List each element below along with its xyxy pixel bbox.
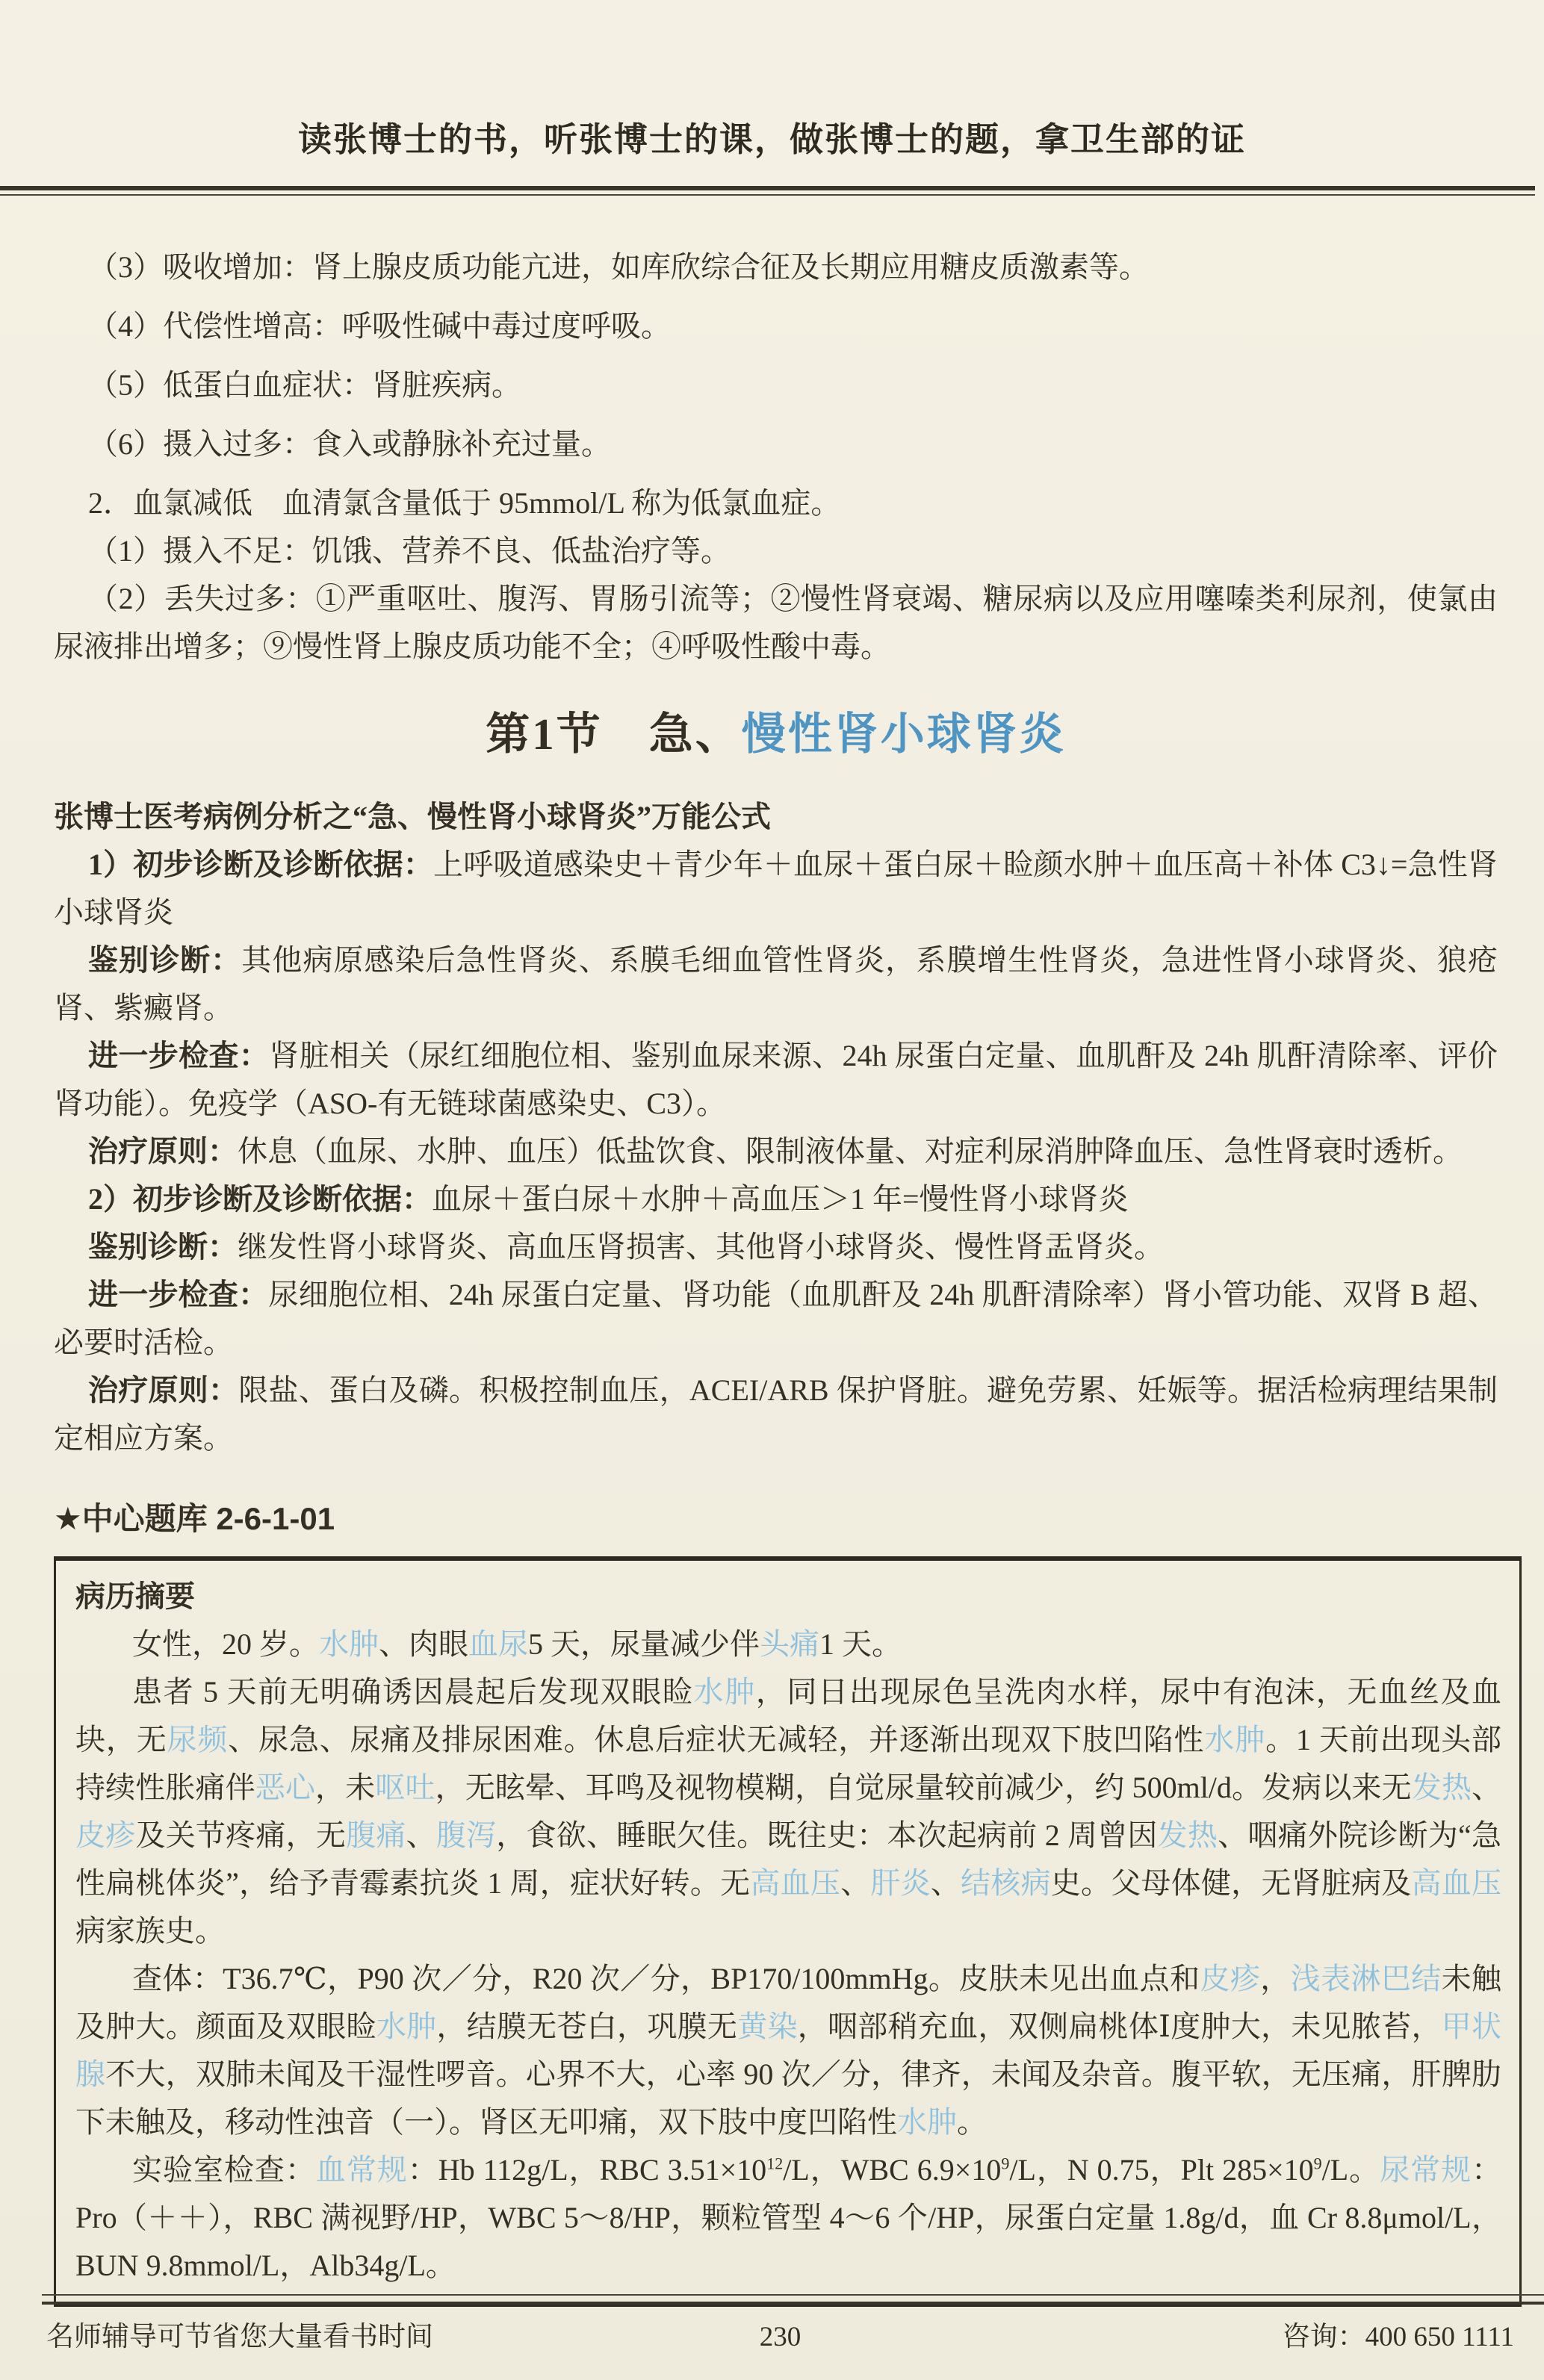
- keyword-highlight: 高血压: [750, 1866, 841, 1900]
- text-segment: 、: [1472, 1771, 1502, 1804]
- text-segment: 不大，双肺未闻及干湿性啰音。心界不大，心率 90 次／分，律齐，未闻及杂音。腹平软，无压痛，肝脾肋下未触及，移动性浊音（一）。肾区无叩痛，双下肢中度凹陷性: [75, 2057, 1502, 2139]
- paragraph: [54, 243, 1498, 291]
- case-summary-text: [75, 1573, 1501, 2290]
- text-segment: 休息（血尿、水肿、血压）低盐饮食、限制液体量、对症利尿消肿降血压、急性肾衰时透析。: [238, 1134, 1463, 1168]
- text-segment: 继发性肾小球肾炎、高血压肾损害、其他肾小球肾炎、慢性肾盂肾炎。: [238, 1230, 1164, 1264]
- text-segment: 、: [930, 1866, 961, 1900]
- keyword-highlight: 浅表淋巴结: [1290, 1962, 1442, 1995]
- text-segment: 限盐、蛋白及磷。积极控制血压，ACEI/ARB 保护肾脏。避免劳累、妊娠等。据活检病理结果制定相应方案。: [54, 1373, 1498, 1455]
- keyword-highlight: 恶心: [255, 1771, 316, 1804]
- text-segment: 。: [957, 2105, 987, 2139]
- text-segment: 尿细胞位相、24h 尿蛋白定量、肾功能（血肌酐及 24h 肌酐清除率）肾小管功能、双肾 B 超、必要时活检。: [54, 1278, 1498, 1359]
- paragraph: [54, 1175, 1498, 1223]
- text-segment: 治疗原则：: [88, 1373, 239, 1407]
- text-segment: ，: [1260, 1962, 1291, 1995]
- text-segment: 鉴别诊断：: [88, 1230, 238, 1264]
- text-segment: 实验室检查：: [132, 2153, 316, 2187]
- paragraph: [54, 1223, 1498, 1271]
- text-segment: 9: [1001, 2154, 1010, 2173]
- text-segment: 1）初步诊断及诊断依据：: [88, 848, 434, 881]
- text-segment: ：Hb 112g/L，RBC 3.51×10: [407, 2153, 767, 2187]
- text-segment: /L。: [1321, 2153, 1380, 2187]
- text-segment: 病历摘要: [75, 1580, 195, 1613]
- text-segment: 及关节疼痛，无: [135, 1818, 347, 1852]
- keyword-highlight: 水肿: [1204, 1723, 1266, 1756]
- text-segment: 上呼吸道感染史＋青少年＋血尿＋蛋白尿＋睑颜水肿＋血压高＋补体 C3↓=急性肾小球肾炎: [54, 848, 1498, 929]
- text-segment: ，无眩晕、耳鸣及视物模糊，自觉尿量较前减少，约 500ml/d。发病以来无: [435, 1771, 1412, 1804]
- text-segment: 其他病原感染后急性肾炎、系膜毛细血管性肾炎，系膜增生性肾炎，急进性肾小球肾炎、狼疮肾、紫癜肾。: [54, 943, 1498, 1025]
- text-segment: 2）初步诊断及诊断依据：: [88, 1182, 432, 1216]
- keyword-highlight: 水肿: [376, 2010, 437, 2043]
- page-footer: [46, 2314, 1514, 2354]
- paragraph: [54, 1128, 1498, 1175]
- text-segment: （3）吸收增加：肾上腺皮质功能亢进，如库欣综合征及长期应用糖皮质激素等。: [88, 250, 1149, 284]
- text-segment: /L，N 0.75，Plt 285×10: [1009, 2153, 1314, 2187]
- page-content: [0, 196, 1544, 2307]
- keyword-highlight: 水肿: [897, 2105, 957, 2139]
- keyword-highlight: 皮疹: [75, 1818, 136, 1852]
- case-summary-title: [75, 1573, 1501, 1621]
- text-segment: 、咽痛外院诊断为“急性扁桃体炎”，给予青霉素抗炎 1 周，症状好转。无: [75, 1818, 1502, 1900]
- footer-contact: 咨询：400 650 1111: [1282, 2322, 1514, 2352]
- keyword-highlight: 尿频: [167, 1723, 229, 1756]
- text-segment: 、: [406, 1818, 436, 1852]
- paragraph: [54, 1367, 1498, 1462]
- paragraph: [54, 575, 1498, 671]
- text-segment: 进一步检查：: [88, 1039, 270, 1072]
- text-segment: 9: [1313, 2154, 1322, 2173]
- footer-divider: [42, 2294, 1544, 2305]
- text-segment: （6）摄入过多：食入或静脉补充过量。: [88, 427, 611, 461]
- text-segment: ，咽部稍充血，双侧扁桃体Ⅰ度肿大，未见脓苔，: [797, 2010, 1442, 2043]
- paragraph: [54, 479, 1498, 527]
- text-segment: ：Pro（＋＋），RBC 满视野/HP，WBC 5～8/HP，颗粒管型 4～6 个/HP，尿蛋白定量 1.8g/d，血 Cr 8.8μmol/L，BUN 9.8mmol/L，Alb34g/L。: [75, 2153, 1502, 2282]
- paragraph: [54, 1271, 1498, 1367]
- text-segment: ，未: [315, 1771, 376, 1804]
- paragraph: [75, 2146, 1501, 2290]
- text-segment: 第1节 急、: [486, 709, 742, 759]
- text-segment: （4）代偿性增高：呼吸性碱中毒过度呼吸。: [88, 309, 671, 343]
- keyword-highlight: 甲状腺: [75, 2010, 1502, 2091]
- keyword-highlight: 皮疹: [1200, 1962, 1261, 1995]
- footer-slogan: 名师辅导可节省您大量看书时间: [46, 2322, 433, 2352]
- text-segment: 。1 天前出现头部持续性胀痛伴: [75, 1723, 1502, 1804]
- paragraph: [75, 1621, 1501, 1668]
- keyword-highlight: 黄染: [737, 2010, 798, 2043]
- text-segment: 、: [840, 1866, 871, 1900]
- keyword-highlight: 高血压: [1411, 1866, 1501, 1900]
- paragraph: [54, 302, 1498, 350]
- keyword-highlight: 发热: [1157, 1818, 1218, 1852]
- formula-heading: [54, 793, 1498, 841]
- keyword-highlight: 水肿: [693, 1675, 756, 1709]
- text-segment: ，食欲、睡眠欠佳。既往史：本次起病前 2 周曾因: [496, 1818, 1158, 1852]
- keyword-highlight: 腹泻: [435, 1818, 497, 1852]
- text-segment: 女性，20 岁。: [132, 1627, 319, 1661]
- text-segment: 未触及肿大。颜面及双眼睑: [75, 1962, 1502, 2043]
- keyword-highlight: 血尿: [468, 1627, 528, 1661]
- paragraph: [75, 1668, 1501, 1955]
- text-segment: （1）摄入不足：饥饿、营养不良、低盐治疗等。: [88, 534, 731, 568]
- text-segment: 12: [766, 2154, 784, 2173]
- paragraph: [54, 527, 1498, 575]
- paragraph: [54, 1032, 1498, 1128]
- text-segment: 、肉眼: [379, 1627, 468, 1661]
- question-bank-label: [54, 1495, 1498, 1543]
- text-segment: /L，WBC 6.9×10: [783, 2153, 1002, 2187]
- keyword-highlight: 尿常规: [1380, 2153, 1472, 2187]
- text-segment: ，同日出现尿色呈洗肉水样，尿中有泡沫，无血丝及血块，无: [75, 1675, 1502, 1756]
- text-segment: 治疗原则：: [88, 1134, 238, 1168]
- keyword-highlight: 血常规: [315, 2153, 408, 2187]
- keyword-highlight: 头痛: [760, 1627, 819, 1661]
- text-segment: 2．血氯减低 血清氯含量低于 95mmol/L 称为低氯血症。: [88, 486, 841, 520]
- keyword-highlight: 结核病: [961, 1866, 1051, 1900]
- text-segment: 史。父母体健，无肾脏病及: [1050, 1866, 1412, 1900]
- page-number: 230: [759, 2322, 802, 2352]
- paragraph: [75, 1955, 1501, 2146]
- text-segment: 患者 5 天前无明确诱因晨起后发现双眼睑: [132, 1675, 694, 1709]
- main-text: [54, 243, 1522, 1543]
- text-segment: （5）低蛋白血症状：肾脏疾病。: [88, 368, 521, 402]
- text-segment: 鉴别诊断：: [88, 943, 242, 977]
- case-summary-box: [54, 1556, 1522, 2307]
- text-segment: （2）丢失过多：①严重呕吐、腹泻、胃肠引流等；②慢性肾衰竭、糖尿病以及应用噻嗪类利尿剂，使氯由尿液排出增多；⑨慢性肾上腺皮质功能不全；④呼吸性酸中毒。: [54, 582, 1498, 663]
- text-segment: 血尿＋蛋白尿＋水肿＋高血压＞1 年=慢性肾小球肾炎: [432, 1182, 1129, 1216]
- paragraph: [54, 936, 1498, 1032]
- header-slogan: 读张博士的书，听张博士的课，做张博士的题，拿卫生部的证: [297, 120, 1246, 158]
- text-segment: 病家族史。: [75, 1914, 225, 1948]
- text-segment: 1 天。: [819, 1627, 902, 1661]
- text-segment: 、尿急、尿痛及排尿困难。休息后症状无减轻，并逐渐出现双下肢凹陷性: [228, 1723, 1205, 1756]
- text-segment: 查体：T36.7℃，P90 次／分，R20 次／分，BP170/100mmHg。皮肤未见出血点和: [132, 1962, 1200, 1995]
- section-title-highlight: 慢性肾小球肾炎: [741, 709, 1066, 759]
- keyword-highlight: 呕吐: [375, 1771, 435, 1804]
- paragraph: [54, 841, 1498, 936]
- paragraph: [54, 420, 1498, 468]
- keyword-highlight: 腹痛: [346, 1818, 406, 1852]
- keyword-highlight: 水肿: [319, 1627, 379, 1661]
- text-segment: 5 天，尿量减少伴: [528, 1627, 760, 1661]
- text-segment: 肾脏相关（尿红细胞位相、鉴别血尿来源、24h 尿蛋白定量、血肌酐及 24h 肌酐清除率、评价肾功能）。免疫学（ASO-有无链球菌感染史、C3）。: [54, 1039, 1498, 1120]
- text-segment: 进一步检查：: [88, 1278, 269, 1311]
- paragraph: [54, 361, 1498, 409]
- text-segment: ，结膜无苍白，巩膜无: [436, 2010, 738, 2043]
- header-divider: [0, 186, 1535, 196]
- keyword-highlight: 发热: [1411, 1771, 1472, 1804]
- text-segment: ★中心题库 2-6-1-01: [54, 1501, 335, 1536]
- text-segment: 张博士医考病例分析之“急、慢性肾小球肾炎”万能公式: [54, 800, 771, 833]
- keyword-highlight: 肝炎: [870, 1866, 931, 1900]
- section-title: [54, 705, 1498, 763]
